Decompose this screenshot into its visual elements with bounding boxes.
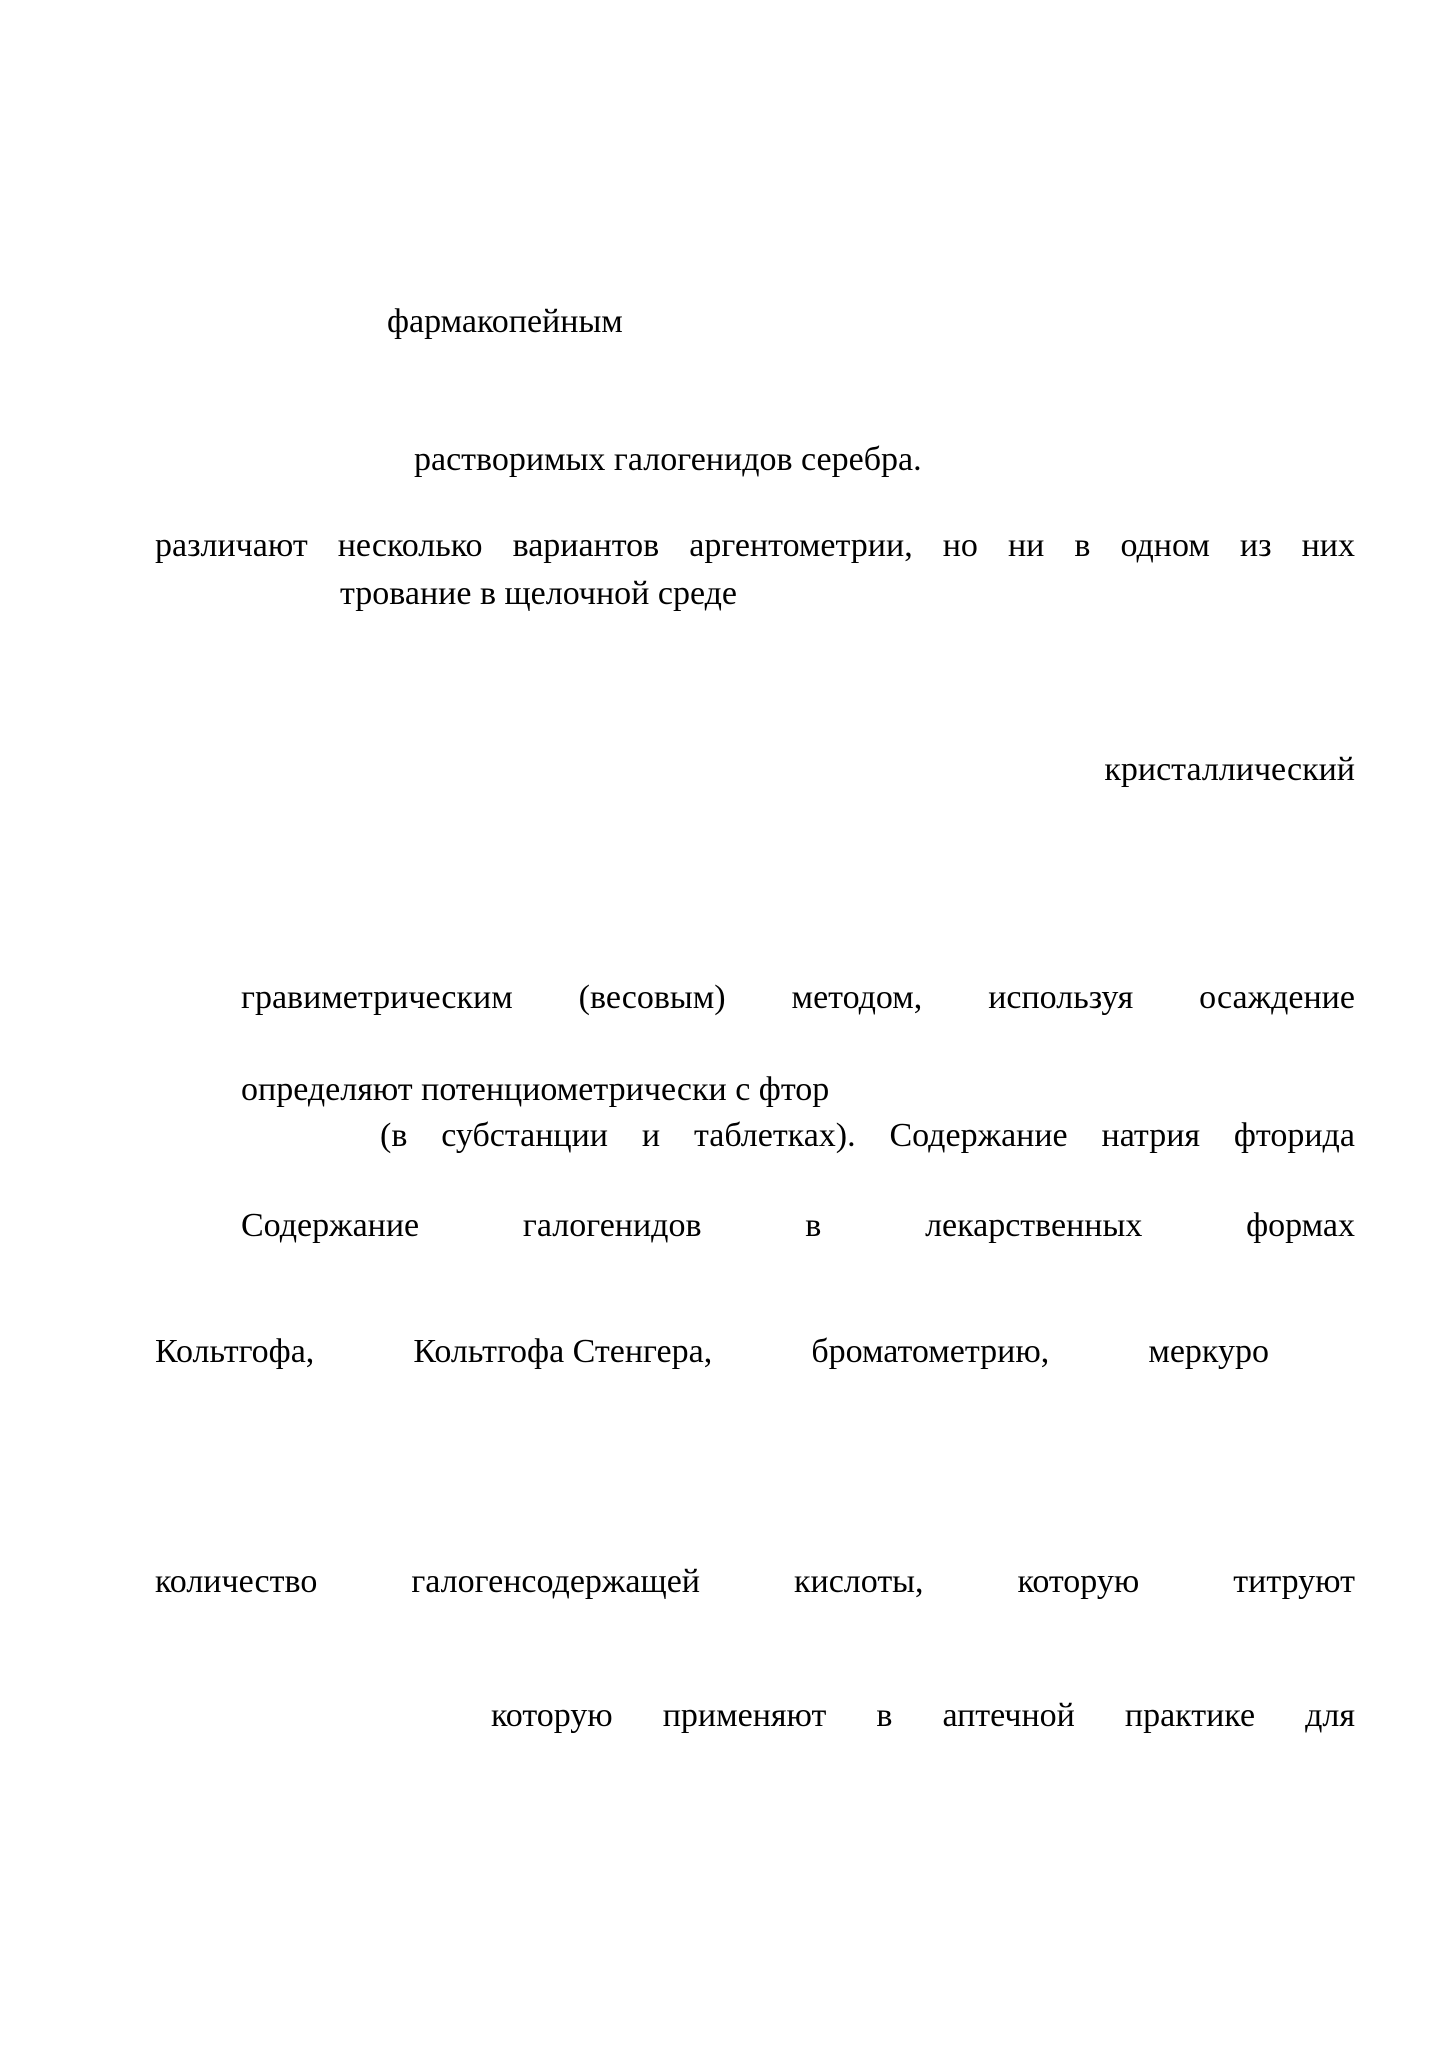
word: несколько [337,527,483,564]
word: галогенсодержащей [411,1563,700,1600]
text-line-methods-list [155,1332,1269,1372]
word: аргентометрии, [689,527,913,564]
word: натрия [1101,1117,1201,1154]
word: применяют [662,1697,827,1734]
word: которую [1017,1563,1140,1600]
text-line-sodium-fluoride [380,1116,1355,1156]
word: (в [380,1117,408,1154]
word: из [1239,527,1272,564]
word: для [1305,1697,1355,1734]
word: фторида [1233,1117,1355,1154]
word: гравиметрическим [241,979,513,1016]
word: используя [988,979,1134,1016]
word: в [876,1697,893,1734]
word: одном [1120,527,1210,564]
word: в [1074,527,1091,564]
word: меркуро [1148,1333,1269,1370]
word: аптечной [942,1697,1075,1734]
text-line-silver-halides: растворимых галогенидов серебра. [414,441,922,478]
word: количество [155,1563,318,1600]
word: методом, [791,979,923,1016]
word: таблетках). [693,1117,856,1154]
word: Содержание [889,1117,1068,1154]
word: ни [1007,527,1045,564]
word: галогенидов [522,1207,702,1244]
word: но [942,527,978,564]
word: вариантов [512,527,660,564]
word: титруют [1233,1563,1355,1600]
word: которую [491,1697,613,1734]
word: и [641,1117,661,1154]
text-line-alkaline-titration: трование в щелочной среде [340,575,737,612]
word: субстанции [441,1117,608,1154]
word: Содержание [241,1207,420,1244]
text-line-pharmacopoeial: фармакопейным [387,303,623,340]
text-line-gravimetric-method [241,978,1355,1018]
word: (весовым) [578,979,726,1016]
word: в [805,1207,822,1244]
word: осаждение [1199,979,1355,1016]
word: практике [1124,1697,1256,1734]
text-line-pharmacy-practice [491,1696,1355,1736]
text-line-halide-content [241,1206,1355,1246]
word: Кольтгофа, [155,1333,315,1370]
word: различают [155,527,308,564]
text-line-potentiometric: определяют потенциометрически с фтор [241,1071,830,1108]
text-line-argentometry-variants [155,526,1355,566]
word: броматометрию, [811,1333,1050,1370]
word: формах [1246,1207,1355,1244]
word: них [1301,527,1355,564]
text-line-crystalline: кристаллический [1104,751,1355,788]
text-line-acid-quantity [155,1562,1355,1602]
word: кислоты, [794,1563,924,1600]
word: лекарственных [925,1207,1143,1244]
word: Кольтгофа Стенгера, [413,1333,713,1370]
